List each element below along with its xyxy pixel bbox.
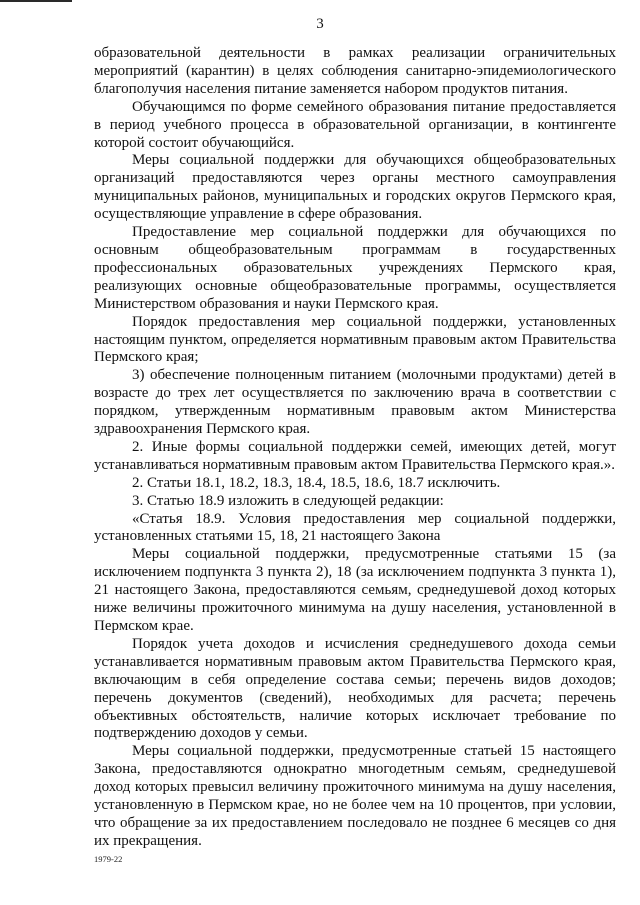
paragraph-amendment-3: 3. Статью 18.9 изложить в следующей редакции: <box>132 492 444 509</box>
paragraph-item-3-nutrition: 3) обеспечение полноценным питанием (молочными продуктами) детей в возрасте до трех лет осуществляется по заключению врача в соответствии с порядком, утвержденным нормативным правовым актом Министерства здравоохранения Пермского края. <box>94 367 616 438</box>
document-body <box>94 45 616 851</box>
paragraph-family-education: Обучающимся по форме семейного образования питание предоставляется в период учебного процесса в образовательной организации, в контингенте которой состоит обучающийся. <box>94 98 616 151</box>
paragraph-support-measures-general-schools: Меры социальной поддержки для обучающихся общеобразовательных организаций предоставляются через органы местного самоуправления муниципальных районов, муниципальных и городских округов Пермского края, осуществляющие управление в сфере образования. <box>94 152 616 223</box>
paragraph-article-18-9-title: «Статья 18.9. Условия предоставления мер социальной поддержки, установленных статьями 15, 18, 21 настоящего Закона <box>94 510 616 545</box>
top-rule <box>0 0 72 2</box>
paragraph-income-procedure: Порядок учета доходов и исчисления среднедушевого дохода семьи устанавливается нормативным правовым актом Правительства Пермского края, включающим в себя определение состава семьи; перечень видов доходов; перечень документов (сведений), необходимых для расчета; перечень объективных обстоятельств, наличие которых исключает требование по подтверждению доходов у семьи. <box>94 635 616 742</box>
paragraph-support-measures-vocational: Предоставление мер социальной поддержки для обучающихся по основным общеобразовательным программам в государственных профессиональных образовательных учреждениях Пермского края, реализующих основные общеобразовательные программы, осуществляется Министерством образования и науки Пермского края. <box>94 224 616 312</box>
paragraph-amendment-2: 2. Статьи 18.1, 18.2, 18.3, 18.4, 18.5, 18.6, 18.7 исключить. <box>132 474 501 491</box>
paragraph-large-families: Меры социальной поддержки, предусмотренные статьей 15 настоящего Закона, предоставляются однократно многодетным семьям, среднедушевой доход которых превысил величину прожиточного минимума на душу населения, установленную в Пермском крае, но не более чем на 10 процентов, при условии, что обращение за их предоставлением последовало не позднее 6 месяцев со дня их прекращения. <box>94 743 616 849</box>
paragraph-article-18-9-measures: Меры социальной поддержки, предусмотренные статьями 15 (за исключением подпункта 3 пункта 2), 18 (за исключением подпункта 3 пункта 1), 21 настоящего Закона, предоставляются семьям, среднедушевой доход которых ниже величины прожиточного минимума на душу населения, установленной в Пермском крае. <box>94 546 616 634</box>
paragraph-procedure: Порядок предоставления мер социальной поддержки, установленных настоящим пунктом, определяется нормативным правовым актом Правительства Пермского края; <box>94 313 616 366</box>
paragraph-continuation: образовательной деятельности в рамках реализации ограничительных мероприятий (карантин) в целях соблюдения санитарно-эпидемиологического благополучия населения питание заменяется набором продуктов питания. <box>94 45 616 97</box>
page-number: 3 <box>316 16 324 32</box>
document-code: 1979-22 <box>94 854 123 864</box>
paragraph-item-2-other-forms: 2. Иные формы социальной поддержки семей, имеющих детей, могут устанавливаться нормативным правовым актом Правительства Пермского края.». <box>94 438 616 473</box>
